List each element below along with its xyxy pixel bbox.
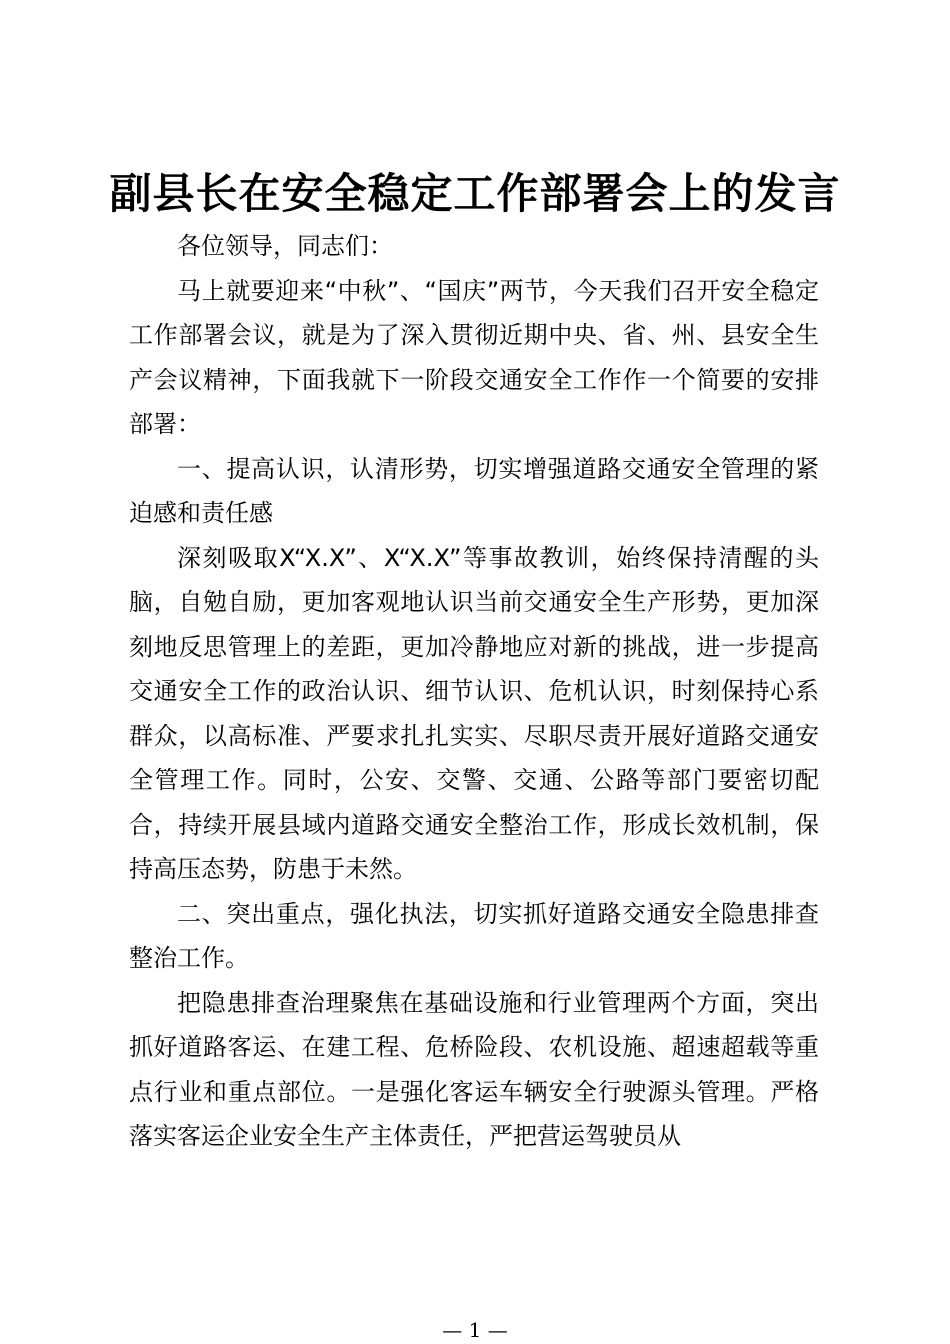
- paragraph-section-1: 深刻吸取X“X.X”、X“X.X”等事故教训，始终保持清醒的头脑，自勉自励，更加客观地认识当前交通安全生产形势，更加深刻地反思管理上的差距，更加冷静地应对新的挑战，进一步提高交通安全工作的政治认识、细节认识、危机认识，时刻保持心系群众，以高标准、严要求扎扎实实、尽职尽责开展好道路交通安全管理工作。同时，公安、交警、交通、公路等部门要密切配合，持续开展县域内道路交通安全整治工作，形成长效机制，保持高压态势，防患于未然。: [129, 543, 819, 883]
- salutation: 各位领导，同志们：: [177, 232, 393, 260]
- section-heading-1: 一、提高认识，认清形势，切实增强道路交通安全管理的紧迫感和责任感: [129, 454, 819, 527]
- page-number: — 1 —: [442, 1318, 508, 1342]
- paragraph-intro: 马上就要迎来“中秋”、“国庆”两节，今天我们召开安全稳定工作部署会议，就是为了深入贯彻近期中央、省、州、县安全生产会议精神，下面我就下一阶段交通安全工作作一个简要的安排部署：: [129, 276, 819, 438]
- document-body: [129, 224, 819, 1159]
- document-title: 副县长在安全稳定工作部署会上的发言: [109, 169, 841, 218]
- paragraph-section-2: 把隐患排查治理聚焦在基础设施和行业管理两个方面，突出抓好道路客运、在建工程、危桥险段、农机设施、超速超载等重点行业和重点部位。一是强化客运车辆安全行驶源头管理。严格落实客运企业安全生产主体责任，严把营运驾驶员从: [129, 988, 819, 1150]
- section-heading-2: 二、突出重点，强化执法，切实抓好道路交通安全隐患排查整治工作。: [129, 899, 819, 972]
